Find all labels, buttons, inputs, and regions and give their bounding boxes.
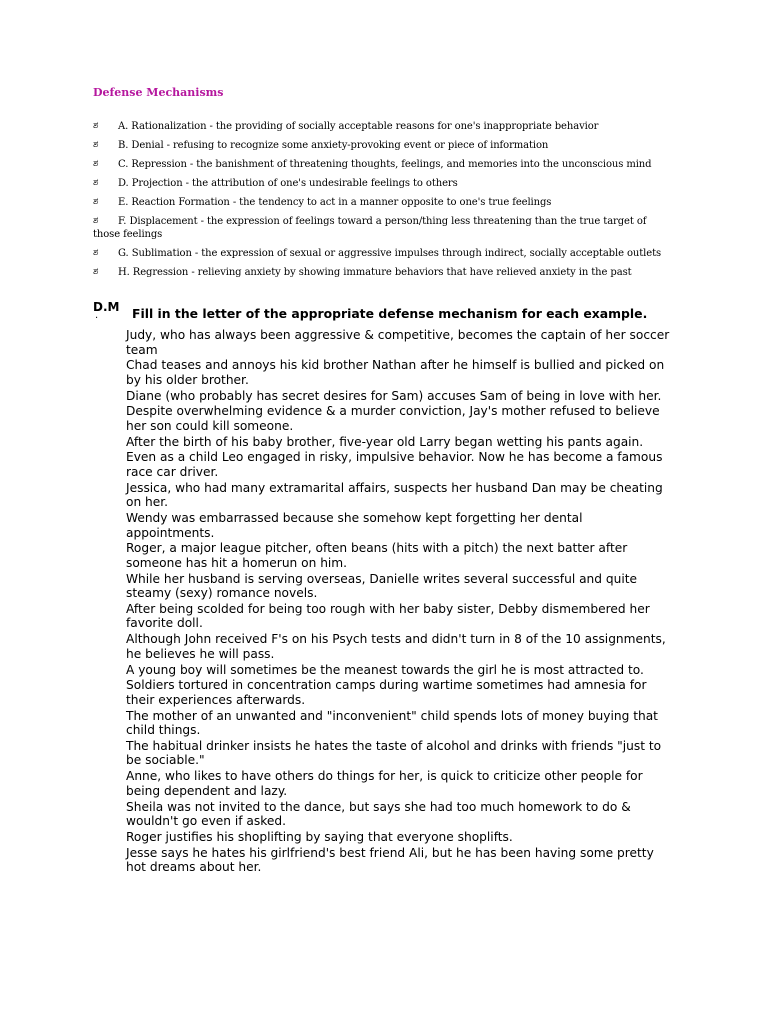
example-item: Sheila was not invited to the dance, but says she had too much homework to do & wouldn't go even if asked.	[126, 799, 631, 829]
mechanism-item	[93, 140, 673, 153]
mechanism-item	[93, 178, 673, 191]
mechanism-list	[93, 121, 673, 286]
example-list	[126, 328, 674, 876]
bullet-icon: ಶ	[93, 120, 99, 131]
example-item: Soldiers tortured in concentration camps during wartime sometimes had amnesia for their experiences afterwards.	[126, 678, 647, 707]
mechanism-text: C. Repression - the banishment of threatening thoughts, feelings, and memories into the unconscious mind	[118, 159, 652, 170]
example-item: Anne, who likes to have others do things for her, is quick to criticize other people for being dependent and lazy.	[126, 769, 643, 798]
example-item: Wendy was embarrassed because she somehow kept forgetting her dental appointments.	[126, 511, 583, 540]
mechanism-text: B. Denial - refusing to recognize some anxiety-provoking event or piece of information	[118, 140, 549, 151]
example-item: After the birth of his baby brother, five-year old Larry began wetting his pants again.	[126, 434, 644, 449]
mechanism-item	[93, 121, 673, 134]
example-item: While her husband is serving overseas, Danielle writes several successful and quite steamy (sexy) romance novels.	[126, 571, 638, 601]
example-item: Jessica, who had many extramarital affairs, suspects her husband Dan may be cheating on her.	[126, 480, 663, 510]
mechanism-text: A. Rationalization - the providing of socially acceptable reasons for one's inappropriate behavior	[118, 121, 599, 132]
example-item: The habitual drinker insists he hates the taste of alcohol and drinks with friends "just to be sociable."	[126, 738, 662, 768]
bullet-icon: ಶ	[93, 196, 99, 207]
mechanism-item	[93, 216, 673, 241]
mechanism-item	[93, 267, 673, 280]
bullet-icon: ಶ	[93, 215, 99, 226]
dm-dot-marker: ·	[95, 313, 99, 324]
example-item: Diane (who probably has secret desires for Sam) accuses Sam of being in love with her.	[126, 388, 662, 403]
bullet-icon: ಶ	[93, 139, 99, 150]
example-item: Roger, a major league pitcher, often beans (hits with a pitch) the next batter after someone has hit a homerun on him.	[126, 541, 628, 570]
mechanism-item	[93, 248, 673, 261]
example-item: Despite overwhelming evidence & a murder conviction, Jay's mother refused to believe her son could kill someone.	[126, 404, 660, 433]
bullet-icon: ಶ	[93, 265, 99, 277]
mechanism-text: G. Sublimation - the expression of sexual or aggressive impulses through indirect, socially acceptable outlets	[118, 247, 662, 259]
bullet-icon: ಶ	[93, 246, 99, 258]
example-item: Even as a child Leo engaged in risky, impulsive behavior. Now he has become a famous race car driver.	[126, 450, 663, 479]
mechanism-item	[93, 159, 673, 172]
mechanism-text: F. Displacement - the expression of feelings toward a person/thing less threatening than the true target of those feelings	[93, 216, 647, 240]
dm-label: D.M	[93, 300, 120, 314]
mechanism-text: H. Regression - relieving anxiety by showing immature behaviors that have relieved anxiety in the past	[118, 266, 632, 278]
mechanism-text: E. Reaction Formation - the tendency to act in a manner opposite to one's true feelings	[118, 197, 552, 208]
example-item: Jesse says he hates his girlfriend's best friend Ali, but he has been having some pretty hot dreams about her.	[126, 845, 654, 875]
example-item: Chad teases and annoys his kid brother Nathan after he himself is bullied and picked on by his older brother.	[126, 358, 665, 387]
mechanism-item	[93, 197, 673, 210]
document-title: Defense Mechanisms	[93, 86, 224, 99]
example-item: A young boy will sometimes be the meanest towards the girl he is most attracted to.	[126, 662, 644, 677]
instructions-heading: Fill in the letter of the appropriate defense mechanism for each example.	[132, 306, 648, 321]
example-item: Judy, who has always been aggressive & competitive, becomes the captain of her soccer team	[126, 328, 670, 357]
example-item: After being scolded for being too rough with her baby sister, Debby dismembered her favorite doll.	[126, 601, 650, 631]
example-item: The mother of an unwanted and "inconvenient" child spends lots of money buying that child things.	[126, 708, 658, 738]
example-item: Although John received F's on his Psych tests and didn't turn in 8 of the 10 assignments, he believes he will pass.	[126, 632, 666, 661]
example-item: Roger justifies his shoplifting by saying that everyone shoplifts.	[126, 829, 513, 844]
bullet-icon: ಶ	[93, 177, 99, 188]
bullet-icon: ಶ	[93, 158, 99, 169]
mechanism-text: D. Projection - the attribution of one's undesirable feelings to others	[118, 178, 458, 189]
